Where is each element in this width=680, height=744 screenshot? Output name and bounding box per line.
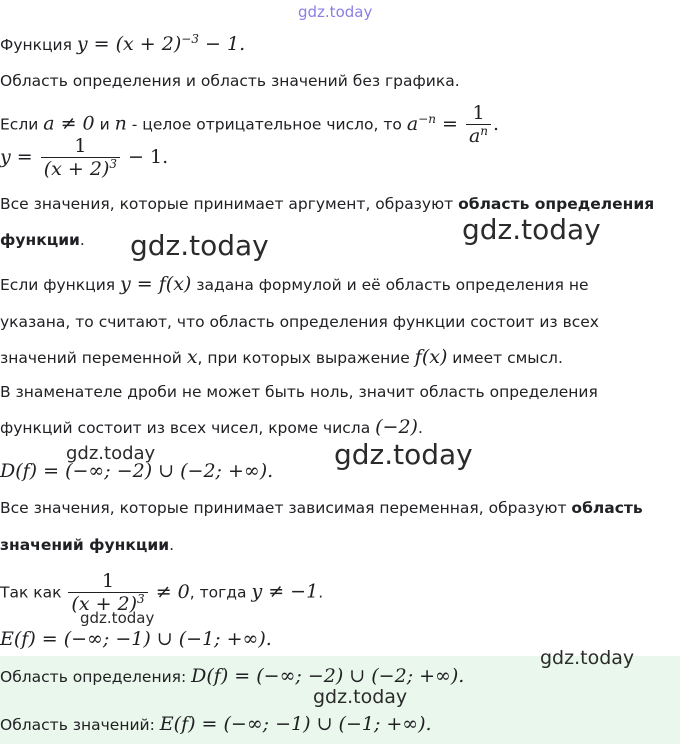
domain-definition-cont: функции. bbox=[0, 231, 85, 249]
fraction: $\frac{1}{(x + 2)^3}$ bbox=[68, 571, 147, 614]
watermark-text: gdz.today bbox=[334, 438, 473, 471]
answer-domain: Область определения: D(f) = (−∞; −2) ∪ (−2; +∞). bbox=[0, 665, 465, 687]
watermark-text: gdz.today bbox=[130, 229, 269, 262]
range-definition: Все значения, которые принимает зависимая переменная, образуют область bbox=[0, 499, 643, 517]
rewritten-function: y = $\frac{1}{(x + 2)^3}$ − 1. bbox=[0, 135, 169, 180]
range-reasoning: Так как $\frac{1}{(x + 2)^3}$ ≠ 0, тогда y ≠ −1. bbox=[0, 570, 324, 615]
function-label: Функция bbox=[0, 36, 72, 54]
domain-result: D(f) = (−∞; −2) ∪ (−2; +∞). bbox=[0, 460, 274, 482]
domain-definition: Все значения, которые принимает аргумент, образуют область определения bbox=[0, 195, 655, 213]
range-definition-cont: значений функции. bbox=[0, 536, 175, 554]
watermark-text: gdz.today bbox=[80, 609, 155, 627]
negative-exponent-rule: Если a ≠ 0 и n - целое отрицательное число, то $a^{-n}$ = $\frac{1}{a^n}$ . bbox=[0, 102, 500, 147]
watermark-text: gdz.today bbox=[298, 3, 373, 21]
function-statement bbox=[0, 34, 245, 55]
denominator-note-line2: функций состоит из всех чисел, кроме числа (−2). bbox=[0, 416, 423, 438]
denominator-note-line1: В знаменателе дроби не может быть ноль, значит область определения bbox=[0, 383, 598, 401]
watermark-text: gdz.today bbox=[66, 443, 156, 464]
domain-rule-line2: указана, то считают, что область определения функции состоит из всех bbox=[0, 313, 599, 331]
domain-rule-line3: значений переменной x, при которых выражение f(x) имеет смысл. bbox=[0, 346, 563, 368]
function-formula: $y = (x + 2)^{-3} - 1$. bbox=[76, 32, 246, 55]
watermark-text: gdz.today bbox=[313, 686, 408, 708]
task-statement: Область определения и область значений без графика. bbox=[0, 72, 460, 90]
watermark-text: gdz.today bbox=[540, 647, 635, 669]
domain-rule-line1: Если функция y = f(x) задана формулой и её область определения не bbox=[0, 273, 589, 295]
watermark-text: gdz.today bbox=[462, 213, 601, 246]
range-result: E(f) = (−∞; −1) ∪ (−1; +∞). bbox=[0, 628, 272, 650]
answer-range: Область значений: E(f) = (−∞; −1) ∪ (−1; +∞). bbox=[0, 713, 432, 735]
fraction: $\frac{1}{(x + 2)^3}$ bbox=[41, 136, 120, 179]
fraction: $\frac{1}{a^n}$ bbox=[466, 103, 491, 146]
